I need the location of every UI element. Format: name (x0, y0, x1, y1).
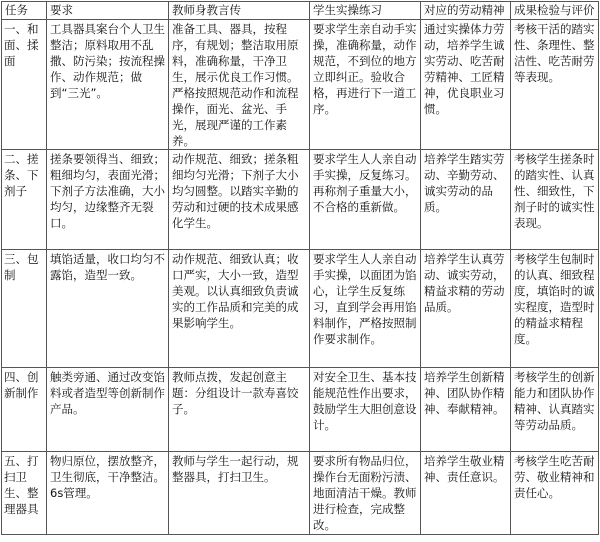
evaluation-cell: 考核学生搓条时的踏实性、认真性、细致性，下剂子时的诚实性表现。 (511, 150, 599, 250)
header-row (2, 2, 599, 20)
spirit-cell: 通过实操体力劳动，培养学生诚实劳动、吃苦耐劳精神、工匠精神，优良职业习惯。 (421, 20, 511, 150)
header-spirit: 对应的劳动精神 (421, 2, 511, 20)
student-cell: 要求学生人人亲自动手实操，以面团为馅心，让学生反复练习，直到学会再用馅料制作，严格按照制作要求制作。 (310, 250, 421, 368)
student-cell: 要求学生亲自动手实操，准确称量，动作规范，不到位的地方立即纠正。验收合格，再进行下一道工序。 (310, 20, 421, 150)
header-teacher: 教师身教言传 (169, 2, 310, 20)
task-cell: 五、打扫卫生、整理器具 (2, 452, 47, 535)
header-task: 任务 (2, 2, 47, 20)
table-row (2, 250, 599, 368)
teacher-cell: 动作规范、细致认真；收口严实，大小一致，造型美观。以认真细致负责诚实的工作品质和完美的成果影响学生。 (169, 250, 310, 368)
task-cell: 四、创新制作 (2, 368, 47, 452)
lesson-plan-table (1, 1, 599, 535)
header-student: 学生实操练习 (310, 2, 421, 20)
requirement-cell: 工具器具案台个人卫生整洁；原料取用不乱撒、防污染；按流程操作、动作规范；做到“三光”。 (47, 20, 169, 150)
teacher-cell: 动作规范、细致；搓条粗细均匀光滑；下剂子大小均匀圆整。以踏实辛勤的劳动和过硬的技术成果感化学生。 (169, 150, 310, 250)
table-row (2, 150, 599, 250)
requirement-cell: 物归原位，摆放整齐，卫生彻底，干净整洁。6s管理。 (47, 452, 169, 535)
student-cell: 对安全卫生、基本技能规范性作出要求，鼓励学生大胆创意设计。 (310, 368, 421, 452)
header-evaluation: 成果检验与评价 (511, 2, 599, 20)
requirement-cell: 触类旁通、通过改变馅料或者造型等创新制作产品。 (47, 368, 169, 452)
task-cell: 二、搓条、下剂子 (2, 150, 47, 250)
teacher-cell: 教师与学生一起行动，规整器具，打扫卫生。 (169, 452, 310, 535)
evaluation-cell: 考核学生的创新能力和团队协作精神、认真踏实等劳动品质。 (511, 368, 599, 452)
spirit-cell: 培养学生踏实劳动、辛勤劳动、诚实劳动的品质。 (421, 150, 511, 250)
table-row (2, 452, 599, 535)
requirement-cell: 搓条要领得当、细致；粗细均匀，表面光滑；下剂子方法准确，大小均匀，边缘整齐无裂口。 (47, 150, 169, 250)
evaluation-cell: 考核干活的踏实性、条理性、整洁性、吃苦耐劳等表现。 (511, 20, 599, 150)
requirement-cell: 填馅适量，收口均匀不露馅，造型一致。 (47, 250, 169, 368)
teacher-cell: 准备工具、器具，按程序，有规划；整洁取用原料，准确称量，干净卫生，展示优良工作习惯。严格按照规范动作和流程操作，面光、盆光、手光，展现严谨的工作素养。 (169, 20, 310, 150)
task-cell: 一、和面、揉面 (2, 20, 47, 150)
task-cell: 三、包制 (2, 250, 47, 368)
student-cell: 要求学生人人亲自动手实操，反复练习。再称剂子重量大小，不合格的重新做。 (310, 150, 421, 250)
header-requirement: 要求 (47, 2, 169, 20)
table-row (2, 20, 599, 150)
evaluation-cell: 考核学生包制时的认真、细致程度，填馅时的诚实程度，造型时的精益求精程度。 (511, 250, 599, 368)
teacher-cell: 教师点拨，发起创意主题：分组设计一款寿喜饺子。 (169, 368, 310, 452)
table-row (2, 368, 599, 452)
spirit-cell: 培养学生创新精神、团队协作精神、奉献精神。 (421, 368, 511, 452)
spirit-cell: 培养学生敬业精神、责任意识。 (421, 452, 511, 535)
student-cell: 要求所有物品归位，操作台无面粉污渍、地面清洁干燥。教师进行检查，完成整改。 (310, 452, 421, 535)
evaluation-cell: 考核学生吃苦耐劳、敬业精神和责任心。 (511, 452, 599, 535)
spirit-cell: 培养学生认真劳动、诚实劳动，精益求精的劳动品质。 (421, 250, 511, 368)
